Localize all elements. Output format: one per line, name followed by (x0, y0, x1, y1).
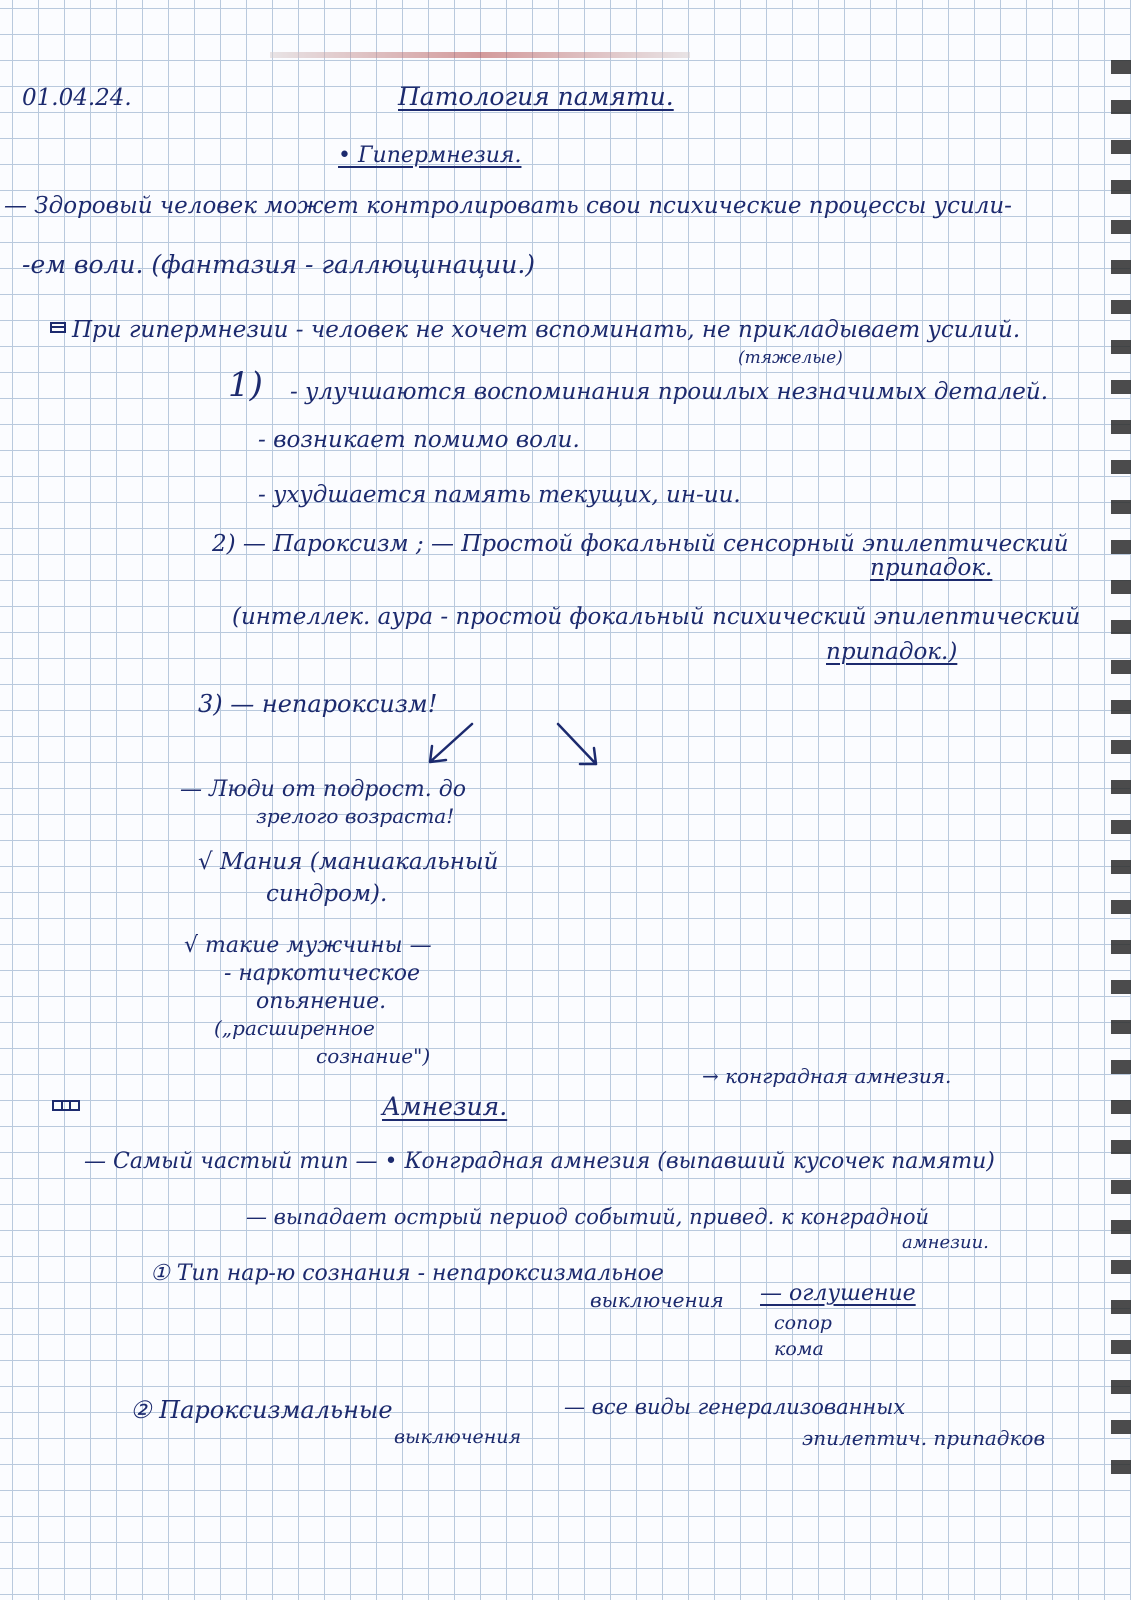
section-heading-amnesia: Амнезия. (382, 1092, 508, 1121)
arrow-down-right-icon (552, 718, 608, 772)
square-bullet-icon (52, 1100, 82, 1112)
note-line-30: сопор (774, 1312, 832, 1334)
page-subtitle: • Гипермнезия. (338, 143, 522, 168)
note-line-14: зрелого возраста! (256, 804, 455, 828)
note-line-24: — Самый частый тип — • Конградная амнезия (выпавший кусочек памяти) (84, 1149, 995, 1174)
note-line-18: - наркотическое (224, 961, 420, 986)
note-line-7: - ухудшается память текущих, ин-ии. (258, 482, 741, 508)
note-line-6: - возникает помимо воли. (258, 427, 580, 453)
note-line-5: - улучшаются воспоминания прошлых незначимых деталей. (290, 379, 1049, 405)
note-line-27: ① Тип нар-ю сознания - непароксизмальное (150, 1261, 664, 1286)
note-line-20: („расширенное (214, 1016, 375, 1040)
note-line-32: ② Пароксизмальные (130, 1396, 393, 1424)
note-line-2: -ем воли. (фантазия - галлюцинации.) (22, 250, 536, 279)
note-line-15: √ Мания (маниакальный (198, 849, 499, 875)
note-line-31: кома (774, 1338, 824, 1360)
page-top-edge (270, 52, 690, 58)
list-number-1: 1) (228, 365, 263, 405)
note-line-29: — оглушение (760, 1281, 916, 1306)
note-line-22: → конградная амнезия. (702, 1064, 952, 1088)
note-line-26: амнезии. (902, 1232, 989, 1253)
note-line-3: При гипермнезии - человек не хочет вспоминать, не прикладывает усилий. (72, 317, 1021, 343)
note-line-17: √ такие мужчины — (184, 933, 432, 958)
note-line-16: синдром). (266, 881, 388, 907)
note-line-21: сознание") (316, 1044, 431, 1068)
note-line-34: — все виды генерализованных (564, 1395, 906, 1419)
note-line-12: 3) — непароксизм! (198, 690, 438, 718)
page-title: Патология памяти. (398, 82, 674, 111)
date: 01.04.24. (22, 85, 132, 111)
note-line-10: (интеллек. аура - простой фокальный психический эпилептический (232, 604, 1081, 630)
note-line-8: 2) — Пароксизм ; — Простой фокальный сенсорный эпилептический (212, 531, 1069, 557)
note-line-25: — выпадает острый период событий, привед. к конградной (246, 1205, 930, 1229)
note-line-4: (тяжелые) (738, 348, 843, 368)
note-line-28: выключения (590, 1288, 724, 1312)
note-line-19: опьянение. (256, 989, 387, 1014)
note-line-1: — Здоровый человек может контролировать свои психические процессы усили- (4, 193, 1012, 219)
square-bullet-icon (50, 322, 68, 334)
note-line-11: припадок.) (826, 639, 958, 665)
note-line-35: эпилептич. припадков (802, 1426, 1046, 1450)
note-line-13: — Люди от подрост. до (180, 777, 466, 802)
notebook-spiral-binding (1111, 60, 1131, 1500)
note-line-9: припадок. (870, 555, 993, 581)
arrow-down-left-icon (420, 718, 480, 770)
note-line-33: выключения (394, 1426, 522, 1448)
